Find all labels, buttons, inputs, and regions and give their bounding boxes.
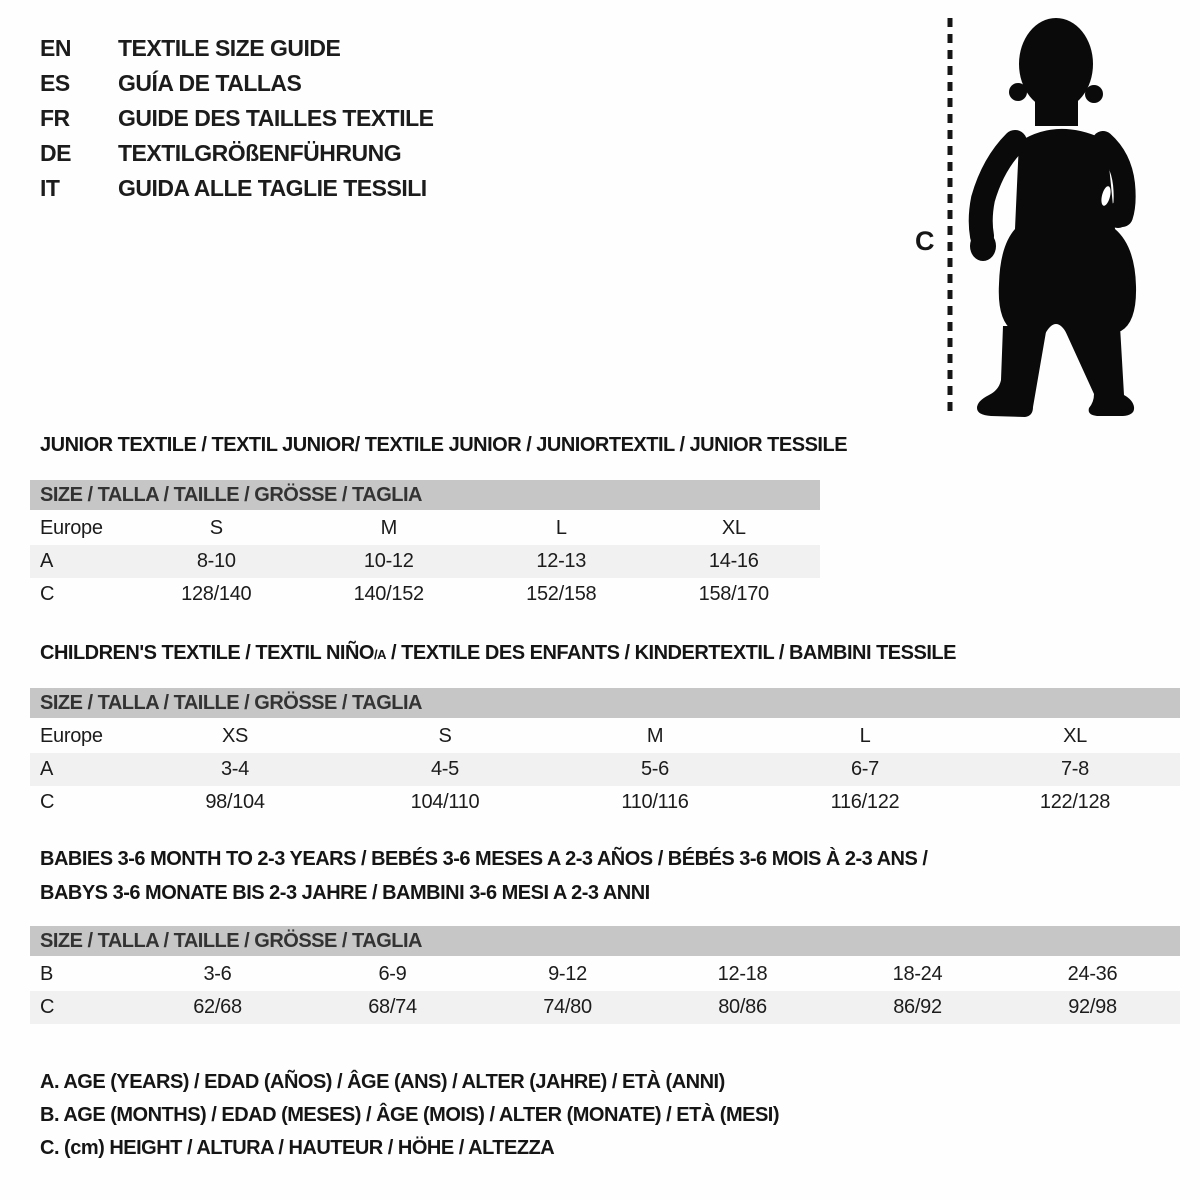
language-code: ES bbox=[40, 70, 70, 96]
junior-size-table bbox=[30, 480, 820, 611]
row-label: C bbox=[40, 791, 55, 813]
table-cell: XL bbox=[1063, 725, 1087, 747]
language-row bbox=[40, 136, 434, 171]
table-cell: 12-13 bbox=[536, 550, 587, 572]
table-cell: M bbox=[380, 517, 397, 539]
table-cell: L bbox=[859, 725, 871, 747]
size-header-bar: SIZE / TALLA / TAILLE / GRÖSSE / TAGLIA bbox=[30, 926, 1180, 956]
table-cell: 158/170 bbox=[698, 583, 769, 605]
babies-title-line2: BABYS 3-6 MONATE BIS 2-3 JAHRE / BAMBINI 3-6 MESI A 2-3 ANNI bbox=[40, 882, 650, 904]
guide-title-fr: GUIDE DES TAILLES TEXTILE bbox=[118, 105, 434, 131]
table-cell: 140/152 bbox=[353, 583, 424, 605]
measure-legend bbox=[40, 1066, 779, 1165]
table-cell: 7-8 bbox=[1060, 758, 1089, 780]
table-row-age bbox=[30, 753, 1180, 786]
table-cell: 62/68 bbox=[193, 996, 242, 1018]
children-title-subscript: /A bbox=[373, 647, 386, 662]
table-cell: 74/80 bbox=[543, 996, 592, 1018]
babies-title-line1: BABIES 3-6 MONTH TO 2-3 YEARS / BEBÉS 3-6 MESES A 2-3 AÑOS / BÉBÉS 3-6 MOIS À 2-3 ANS / bbox=[40, 848, 928, 870]
babies-size-table bbox=[30, 926, 1180, 1024]
table-row-height bbox=[30, 786, 1180, 819]
row-label: C bbox=[40, 996, 55, 1018]
language-code: EN bbox=[40, 35, 71, 61]
table-cell: 4-5 bbox=[430, 758, 459, 780]
language-title-list bbox=[40, 31, 434, 206]
table-row-height bbox=[30, 991, 1180, 1024]
table-cell: 116/122 bbox=[830, 791, 900, 813]
language-row bbox=[40, 101, 434, 136]
children-title-pre: CHILDREN'S TEXTILE / TEXTIL NIÑO bbox=[40, 642, 374, 664]
babies-section-title bbox=[40, 842, 927, 910]
guide-title-de: TEXTILGRÖßENFÜHRUNG bbox=[118, 140, 402, 166]
table-cell: 68/74 bbox=[368, 996, 417, 1018]
table-row-height bbox=[30, 578, 820, 611]
table-cell: 12-18 bbox=[717, 963, 768, 985]
children-title-post: / TEXTILE DES ENFANTS / KINDERTEXTIL / BAMBINI TESSILE bbox=[385, 642, 956, 664]
row-label: A bbox=[40, 758, 54, 780]
table-cell: XS bbox=[221, 725, 249, 747]
language-row bbox=[40, 171, 434, 206]
table-cell: 110/116 bbox=[621, 791, 689, 813]
table-cell: 6-9 bbox=[378, 963, 407, 985]
language-code: DE bbox=[40, 140, 71, 166]
table-cell: 3-4 bbox=[220, 758, 249, 780]
junior-section-title: JUNIOR TEXTILE / TEXTIL JUNIOR/ TEXTILE JUNIOR / JUNIORTEXTIL / JUNIOR TESSILE bbox=[40, 434, 848, 456]
table-cell: 86/92 bbox=[893, 996, 942, 1018]
row-label: B bbox=[40, 963, 54, 985]
table-cell: 92/98 bbox=[1068, 996, 1117, 1018]
row-label: C bbox=[40, 583, 55, 605]
table-row-age-months bbox=[30, 958, 1180, 991]
language-row bbox=[40, 66, 434, 101]
table-cell: 8-10 bbox=[196, 550, 236, 572]
table-row-europe bbox=[30, 512, 820, 545]
table-cell: 24-36 bbox=[1067, 963, 1118, 985]
table-cell: M bbox=[646, 725, 664, 747]
height-measure-label: C bbox=[915, 226, 935, 256]
toddler-silhouette-icon bbox=[970, 18, 1136, 417]
table-cell: 98/104 bbox=[205, 791, 265, 813]
table-row-europe bbox=[30, 720, 1180, 753]
row-label: Europe bbox=[40, 725, 103, 747]
table-cell: S bbox=[209, 517, 223, 539]
guide-title-it: GUIDA ALLE TAGLIE TESSILI bbox=[118, 175, 427, 201]
table-cell: S bbox=[438, 725, 452, 747]
legend-line-b: B. AGE (MONTHS) / EDAD (MESES) / ÂGE (MOIS) / ALTER (MONATE) / ETÀ (MESI) bbox=[40, 1104, 780, 1126]
table-cell: 9-12 bbox=[548, 963, 587, 985]
children-size-table bbox=[30, 688, 1180, 819]
language-code: FR bbox=[40, 105, 70, 131]
table-cell: 122/128 bbox=[1039, 791, 1111, 813]
legend-line-c: C. (cm) HEIGHT / ALTURA / HAUTEUR / HÖHE / ALTEZZA bbox=[40, 1137, 555, 1159]
table-cell: 3-6 bbox=[203, 963, 232, 985]
table-cell: L bbox=[555, 517, 567, 539]
size-header-bar: SIZE / TALLA / TAILLE / GRÖSSE / TAGLIA bbox=[30, 688, 1180, 718]
height-figure bbox=[905, 10, 1145, 425]
table-cell: 104/110 bbox=[410, 791, 480, 813]
table-cell: 10-12 bbox=[363, 550, 414, 572]
children-section-title bbox=[40, 642, 956, 665]
table-cell: 80/86 bbox=[718, 996, 767, 1018]
size-header-bar: SIZE / TALLA / TAILLE / GRÖSSE / TAGLIA bbox=[30, 480, 820, 510]
table-cell: 14-16 bbox=[708, 550, 759, 572]
table-cell: 152/158 bbox=[526, 583, 597, 605]
row-label: A bbox=[40, 550, 54, 572]
guide-title-es: GUÍA DE TALLAS bbox=[118, 70, 302, 96]
table-cell: 6-7 bbox=[850, 758, 879, 780]
row-label: Europe bbox=[40, 517, 103, 539]
guide-title-en: TEXTILE SIZE GUIDE bbox=[118, 35, 341, 61]
language-row bbox=[40, 31, 434, 66]
legend-line-a: A. AGE (YEARS) / EDAD (AÑOS) / ÂGE (ANS) / ALTER (JAHRE) / ETÀ (ANNI) bbox=[40, 1071, 725, 1093]
table-cell: XL bbox=[721, 517, 746, 539]
language-code: IT bbox=[40, 175, 60, 201]
table-cell: 128/140 bbox=[181, 583, 252, 605]
table-row-age bbox=[30, 545, 820, 578]
table-cell: 5-6 bbox=[640, 758, 669, 780]
table-cell: 18-24 bbox=[892, 963, 943, 985]
